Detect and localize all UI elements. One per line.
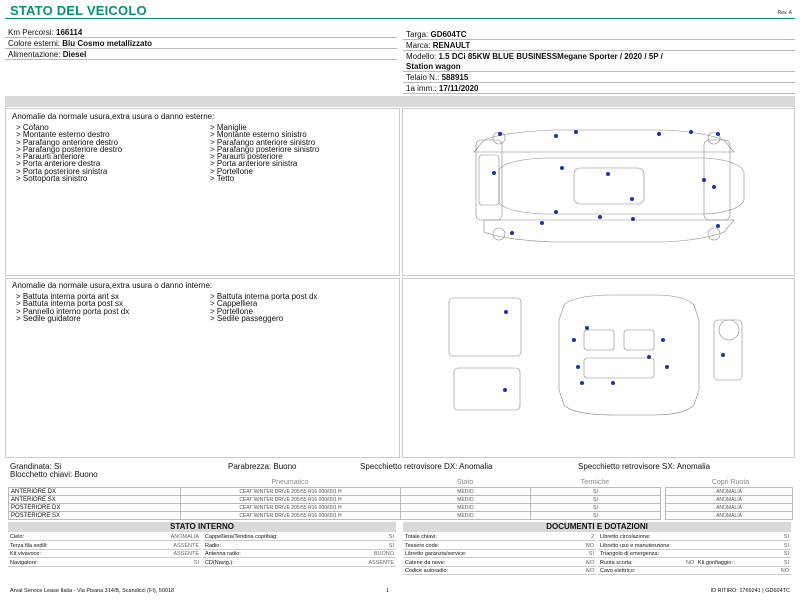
divider [403,39,795,40]
kv-value: NO [686,559,695,566]
divider [403,71,795,72]
kv-value: SI [783,542,789,549]
tire-state: MEDIO [401,512,531,520]
damage-item: > Parafango anteriore destro [16,137,119,147]
divider [5,59,397,60]
damage-item: > Battuta interna porta post sx [16,299,123,309]
locks-status: Blocchetto chiavi: Buono [10,470,98,479]
table-row [666,512,793,520]
kv-row [598,542,791,550]
section-bar [5,96,795,107]
damage-item: > Sedile guidatore [16,313,81,323]
hub-state: ANOMALIA [666,496,793,504]
chassis-row: Telaio N.: 588915 [406,73,469,82]
revision-label: Rev. A [777,10,792,16]
damage-item: > Porta anteriore sinistra [210,159,298,169]
kv-key: CD(Navig.): [205,559,234,566]
kv-key: Kit vivavoce: [10,551,41,557]
kv-row [203,550,396,558]
kv-row [598,550,791,558]
tire-chains: SI [531,488,661,496]
internal-state-title: STATO INTERNO [8,522,396,532]
tire-model: CEAT WINTER DRIVE 205/55 R16 000/091 H [181,512,401,520]
divider [5,37,397,38]
tire-position: ANTERIORE SX [9,496,181,504]
kv-row [403,542,596,550]
tire-position: ANTERIORE DX [9,488,181,496]
tire-model: CEAT WINTER DRIVE 205/55 R16 000/091 H [181,504,401,512]
kv-key: Libretto uso e manutenzione: [600,542,671,549]
footer-id: ID RITIRO: 1769241 | GD604TC [710,588,790,594]
exterior-damage-title: Anomalie da normale usura,extra usura o danno esterne: [12,112,215,121]
kv-row [403,567,596,575]
kv-value: NO [780,568,789,574]
damage-item: > Montante esterno sinistro [210,130,307,140]
tire-chains: SI [531,496,661,504]
windshield-status: Parabrezza: Buono [228,462,297,471]
kv-value: SI [388,534,394,540]
footer-address: Arval Service Lease Italia - Via Pisana 314/B, Scandicci (FI), 50018 [10,588,175,594]
tire-position: POSTERIORE DX [9,504,181,512]
kv-value: SI [193,559,199,566]
kv-row [8,550,201,558]
model-row: Modello: 1.5 DCi 85KW BLUE BUSINESSMegane Sporter / 2020 / 5P / [406,52,663,61]
title-divider [5,18,795,19]
kv-value: 2 [590,534,594,540]
divider [5,48,397,49]
page-title: STATO DEL VEICOLO [10,3,147,18]
kv-key: Cappelliera/Tendina copribag: [205,534,278,540]
kv-key: Cielo: [10,534,25,540]
damage-item: > Portellone [210,166,253,176]
kv-row [203,533,396,541]
hail-status: Grandinata: Si [10,462,62,471]
kv-value: NO [585,568,594,574]
kv-key: Libretto garanzia/service: [405,551,467,557]
mirror-sx-status: Specchietto retrovisore SX: Anomalia [578,462,711,471]
state-header: Stato [456,479,474,486]
kv-row [598,567,791,575]
divider [403,50,795,51]
table-row [666,504,793,512]
kv-key: Tessere code: [405,542,440,549]
damage-item: > Parafango posteriore destro [16,144,123,154]
interior-car-diagram [404,280,794,456]
damage-item: > Battuta interna porta ant sx [16,292,119,301]
kv-key: Totale chiavi: [405,534,437,540]
tire-chains: SI [531,512,661,520]
interior-damage-list-1 [16,293,129,322]
kv-key: Kit gonfiaggio: [698,559,733,566]
damage-item: > Portellone [210,306,253,316]
damage-item: > Parafango anteriore sinistro [210,137,316,147]
tire-model: CEAT WINTER DRIVE 205/55 R16 000/091 H [181,488,401,496]
damage-item: > Paraurti posteriore [210,152,283,162]
kv-value: NO [585,559,594,566]
tire-position: POSTERIORE SX [9,512,181,520]
table-row [666,496,793,504]
damage-item: > Parafango posteriore sinistro [210,144,320,154]
kv-value: NO [585,542,594,549]
documents-title: DOCUMENTI E DOTAZIONI [403,522,791,532]
table-row [666,488,793,496]
damage-item: > Paraurti anteriore [16,152,85,162]
damage-item: > Sottoporta sinistro [16,174,88,184]
kv-value: ANOMALIA [170,534,199,540]
exterior-car-diagram [404,110,794,274]
damage-item: > Porta anteriore destra [16,159,101,169]
kv-row [598,533,791,541]
kv-row [203,559,396,567]
kv-key: Catene da neve: [405,559,446,566]
damage-item: > Maniglie [210,123,247,132]
damage-item: > Tetto [210,174,235,184]
chains-header: Termiche [580,479,610,486]
kv-value: SI [783,559,789,566]
damage-item: > Sedile passeggero [210,313,284,323]
exterior-damage-list-2 [210,124,319,182]
tire-state: MEDIO [401,488,531,496]
table-row [9,488,661,496]
kv-row [8,542,201,550]
km-row: Km Percorsi: 166114 [8,28,83,37]
damage-item: > Pannello interno porta post dx [16,306,130,316]
damage-item: > Battuta interna porta post dx [210,292,318,301]
damage-item: > Cappelliera [210,299,258,309]
kv-row [598,559,791,567]
kv-key: Antenna radio: [205,551,241,557]
plate-row: Targa: GD604TC [406,30,467,39]
kv-key: Cavo elettrico: [600,568,636,574]
tire-table [8,487,661,520]
page-number: 1 [386,588,390,594]
brand-row: Marca: RENAULT [406,41,471,50]
kv-value: ASSENTE [368,559,394,566]
kv-key: Codice autoradio: [405,568,449,574]
hub-state: ANOMALIA [666,512,793,520]
table-row [9,512,661,520]
tire-state: MEDIO [401,496,531,504]
divider [403,93,795,94]
damage-item: > Montante esterno destro [16,130,110,140]
exterior-damage-list-1 [16,124,122,182]
tire-header: Pneumatico [271,479,309,486]
model-row-2: Station wagon [406,62,461,71]
kv-row [403,559,596,567]
color-row: Colore esterni: Blu Cosmo metallizzato [8,39,153,48]
kv-key: Libretto circolazione: [600,534,651,540]
kv-row [8,533,201,541]
kv-value: SI [388,542,394,549]
kv-row [203,542,396,550]
kv-value: SI [588,551,594,557]
kv-value: SI [783,534,789,540]
hub-table [665,487,793,520]
fuel-row: Alimentazione: Diesel [8,50,87,59]
kv-key: Navigatore: [10,559,39,566]
registration-row: 1a imm.: 17/11/2020 [406,84,479,93]
kv-row [8,559,201,567]
kv-value: ASSENTE [173,542,199,549]
hub-header: Copri Ruota [711,479,750,486]
interior-damage-title: Anomalie da normale usura,extra usura o danno interne: [12,281,213,290]
kv-value: SI [783,551,789,557]
interior-damage-list-2 [210,293,317,322]
tire-state: MEDIO [401,504,531,512]
table-row [9,496,661,504]
mirror-dx-status: Specchietto retrovisore DX: Anomalia [360,462,493,471]
tire-chains: SI [531,504,661,512]
tire-model: CEAT WINTER DRIVE 205/55 R16 000/091 H [181,496,401,504]
kv-key: Ruota scorta: [600,559,633,566]
kv-row [403,533,596,541]
hub-state: ANOMALIA [666,504,793,512]
damage-item: > Cofano [16,123,49,132]
kv-key: Radio: [205,542,221,549]
kv-value: BUONO [373,551,394,557]
kv-key: Terza fila sedili: [10,542,48,549]
hub-state: ANOMALIA [666,488,793,496]
kv-key: Triangolo di emergenza: [600,551,660,557]
kv-row [403,550,596,558]
kv-value: ASSENTE [173,551,199,557]
damage-item: > Porta posteriore sinistra [16,166,108,176]
table-row [9,504,661,512]
divider [403,82,795,83]
